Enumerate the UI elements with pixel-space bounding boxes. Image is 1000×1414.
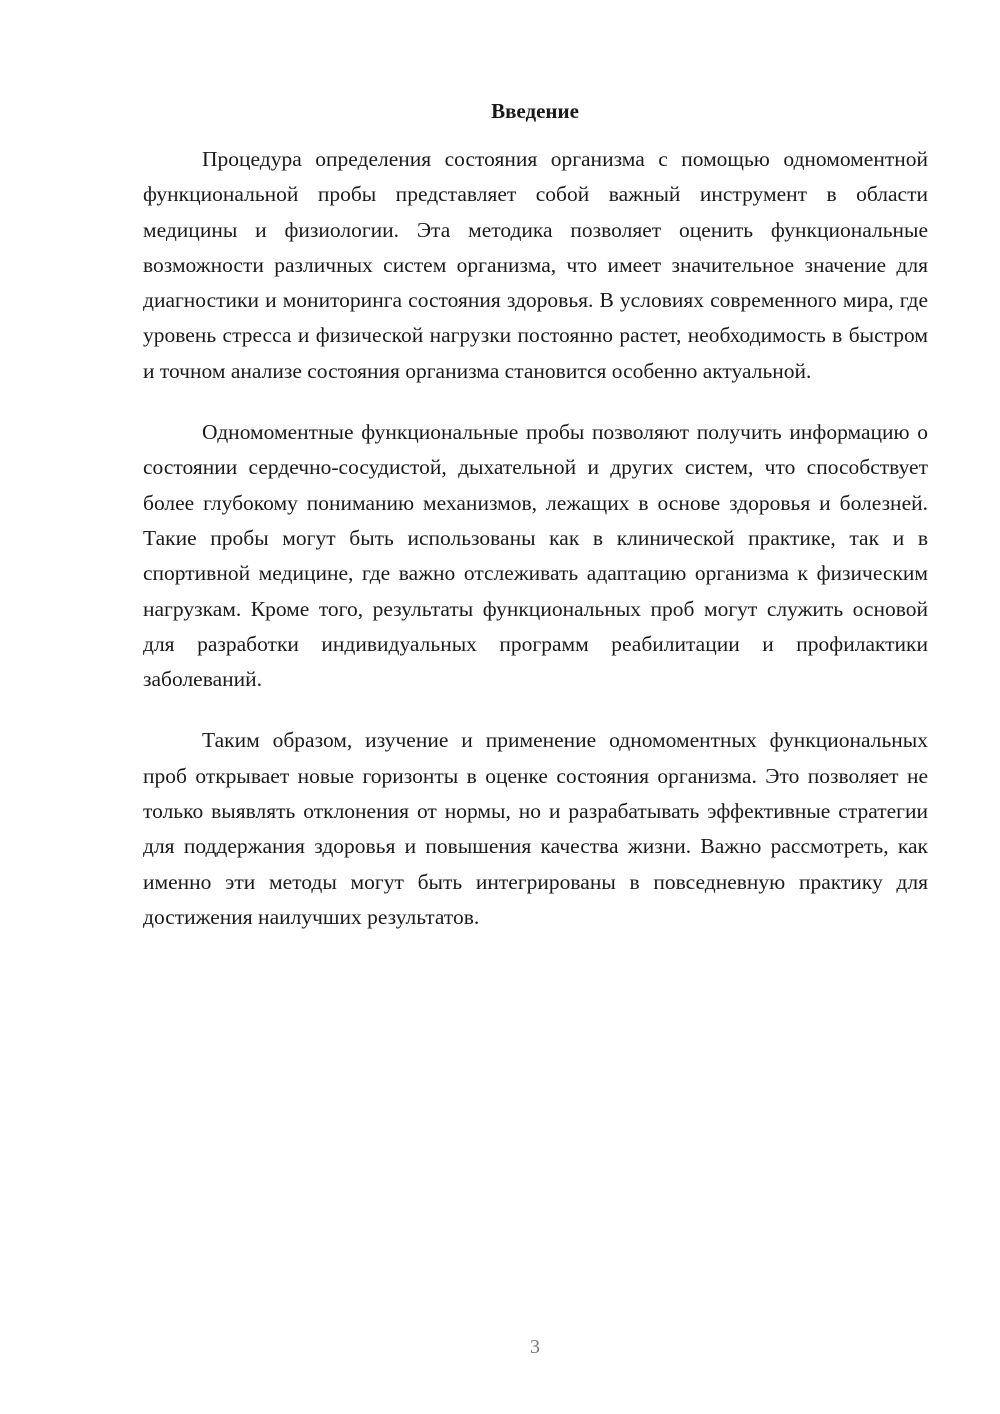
section-heading: Введение: [491, 99, 579, 123]
paragraph-2: Одномоментные функциональные пробы позволяют получить информацию о состоянии сердечно-сосудистой, дыхательной и других систем, что способствует более глубокому пониманию механизмов, лежащих в основе здоровья и болезней. Такие пробы могут быть использованы как в клинической практике, так и в спортивной медицине, где важно отслеживать адаптацию организма к физическим нагрузкам. Кроме того, результаты функциональных проб могут служить основой для разработки индивидуальных программ реабилитации и профилактики заболеваний.: [143, 420, 928, 692]
paragraph-3: Таким образом, изучение и применение одномоментных функциональных проб открывает новые горизонты в оценке состояния организма. Это позволяет не только выявлять отклонения от нормы, но и разрабатывать эффективные стратегии для поддержания здоровья и повышения качества жизни. Важно рассмотреть, как именно эти методы могут быть интегрированы в повседневную практику для достижения наилучших результатов.: [143, 728, 928, 929]
page-number: 3: [530, 1336, 540, 1358]
paragraph-1: Процедура определения состояния организма с помощью одномоментной функциональной пробы представляет собой важный инструмент в области медицины и физиологии. Эта методика позволяет оценить функциональные возможности различных систем организма, что имеет значительное значение для диагностики и мониторинга состояния здоровья. В условиях современного мира, где уровень стресса и физической нагрузки постоянно растет, необходимость в быстром и точном анализе состояния организма становится особенно актуальной.: [143, 147, 928, 383]
body-text: [143, 142, 928, 961]
